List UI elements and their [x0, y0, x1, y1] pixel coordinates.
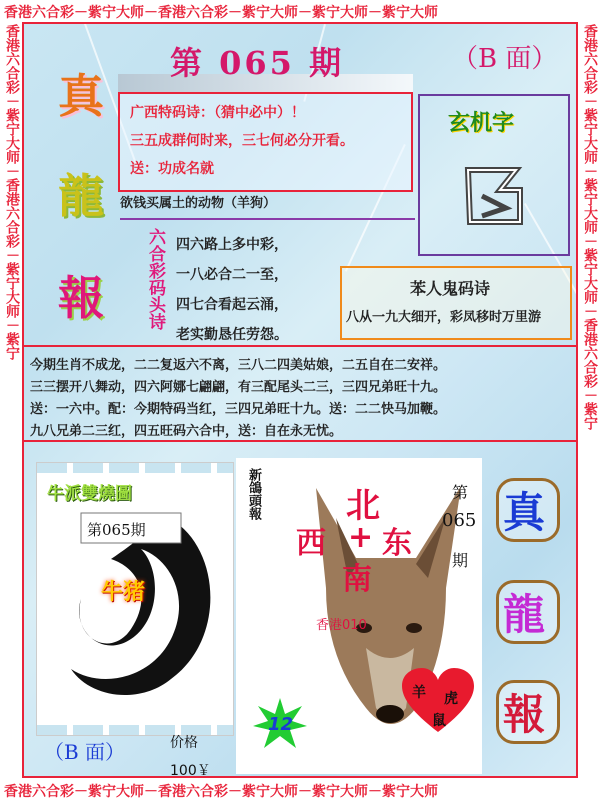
- ghost-poem-line: 八从一九大细开，彩凤移时万里游: [346, 310, 542, 325]
- guangxi-poem-box: [118, 92, 413, 192]
- divider-line: [120, 218, 415, 220]
- head-poem-line-4: 老实勤恳任劳怨。: [176, 327, 288, 343]
- direction-north: 北: [346, 486, 380, 526]
- star-number: 12: [268, 714, 294, 735]
- side-label-bottom: （B 面）: [44, 740, 126, 764]
- compass-cross: +: [348, 520, 374, 555]
- section-divider: [24, 440, 576, 442]
- head-poem-label: 六合彩码头诗: [145, 228, 165, 330]
- niu-pai-card: [36, 462, 234, 736]
- brand-char-long-right: 龍: [503, 590, 546, 639]
- brand-char-zhen-right: 真: [503, 488, 546, 537]
- period-prefix: 第: [452, 483, 469, 502]
- period-suffix: 期: [452, 551, 469, 570]
- head-poem-line-3: 四七合看起云涌，: [176, 297, 288, 313]
- period-number: 065: [442, 510, 477, 531]
- heart-text-a: 羊: [412, 685, 426, 701]
- section-divider: [24, 345, 576, 347]
- brand-char-long: 龍: [58, 169, 104, 223]
- heart-text-c: 鼠: [432, 713, 446, 729]
- poem-line-2: 三五成群何时来，三七何必分开看。: [130, 133, 354, 149]
- heart-text-b: 虎: [444, 691, 458, 707]
- paragraph-line-1: 今期生肖不成龙，二二复返六不离，三八二四美姑娘，二五自在二安祥。: [30, 358, 447, 373]
- card-period: 第065期: [87, 521, 146, 539]
- issue-title: 第 065 期: [170, 44, 345, 82]
- mystery-glyph-icon: [460, 160, 530, 230]
- new-label: 新鴿頭報: [246, 468, 261, 520]
- price-value: 100￥: [170, 763, 211, 779]
- direction-west: 西: [296, 526, 326, 561]
- price-label: 价格: [170, 735, 198, 751]
- mystery-character-label: 玄机字: [448, 110, 515, 136]
- fire-text: 牛猪: [101, 580, 146, 605]
- animal-riddle: 欲钱买属土的动物（羊狗）: [120, 196, 277, 211]
- border-top-text: 香港六合彩－紫宁大师－香港六合彩－紫宁大师－紫宁大师－紫宁大师: [4, 5, 438, 21]
- direction-south: 南: [342, 562, 372, 597]
- poem-line-1: 广西特码诗：（猜中必中）！: [130, 105, 305, 121]
- card-bottom-strip: [37, 725, 233, 735]
- brand-char-bao: 報: [58, 271, 104, 325]
- poem-line-3: 送：功成名就: [130, 161, 214, 177]
- ghost-poem-title: 苯人鬼码诗: [410, 279, 491, 298]
- card-banner: 牛派雙燒圖: [47, 484, 132, 504]
- border-right-text: 香港六合彩－紫宁大师－紫宁大师－紫宁大师－香港六合彩－紫宁: [582, 24, 598, 430]
- side-label-top: （B 面）: [452, 44, 558, 74]
- head-poem-line-1: 四六路上多中彩，: [176, 237, 288, 253]
- border-bottom-text: 香港六合彩－紫宁大师－香港六合彩－紫宁大师－紫宁大师－紫宁大师: [4, 784, 438, 800]
- paragraph-line-4: 九八兄弟二三红，四五旺码六合中，送：自在永无忧。: [30, 424, 343, 439]
- card-top-strip: [37, 463, 233, 473]
- direction-east: 东: [382, 526, 412, 561]
- wolf-card: [236, 458, 482, 774]
- hk-stamp: 香港010: [316, 618, 367, 633]
- brand-char-bao-right: 報: [503, 690, 546, 739]
- head-poem-line-2: 一八必合二一至，: [176, 267, 288, 283]
- border-left-text: 香港六合彩－紫宁大师－香港六合彩－紫宁大师－紫宁: [4, 24, 20, 360]
- paragraph-line-2: 三三摆开八舞动，四六阿娜七翩翩，有三配尾头二三，三四兄弟旺十九。: [30, 380, 447, 395]
- brand-char-zhen: 真: [58, 69, 104, 123]
- paragraph-line-3: 送：一六中。配：今期特码当红，三四兄弟旺十九。送：二二快马加鞭。: [30, 402, 447, 417]
